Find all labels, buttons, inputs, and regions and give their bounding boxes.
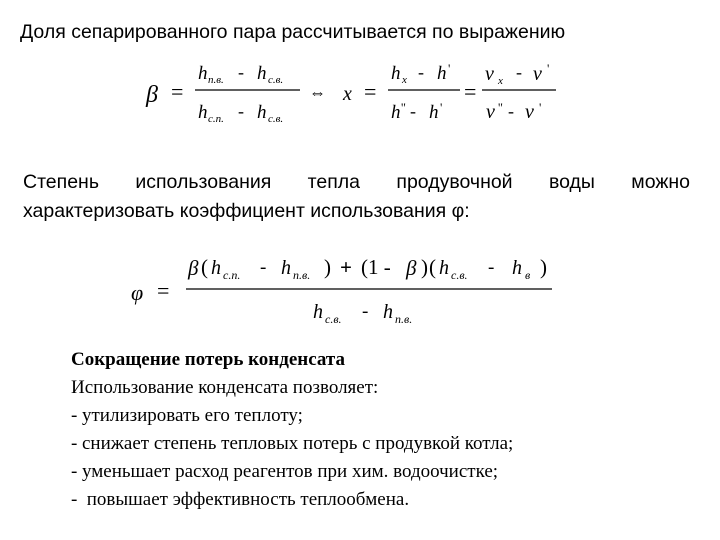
nu-var: ν	[533, 63, 542, 85]
nu-var: ν	[485, 63, 494, 85]
subscript-sv: с.в.	[325, 312, 342, 326]
paragraph-line: Степень использования тепла продувочной воды можно	[23, 171, 690, 193]
x-var: x	[343, 83, 352, 105]
minus-sign: -	[488, 257, 495, 278]
list-item-text: повышает эффективность теплообмена.	[82, 489, 410, 510]
subscript-sv: с.в.	[451, 268, 468, 282]
subscript-x: x	[498, 75, 503, 87]
equals-sign: =	[364, 79, 377, 104]
prime-mark: '	[539, 100, 542, 115]
prime-mark: '	[440, 100, 443, 115]
subscript-pv: п.в.	[293, 268, 311, 282]
list-item-text: утилизировать его теплоту;	[82, 405, 303, 426]
paren-close: )	[540, 255, 547, 279]
h-var: h	[439, 257, 449, 279]
h-var: h	[198, 63, 208, 84]
subscript-sp: с.п.	[223, 268, 241, 282]
h-var: h	[198, 102, 208, 123]
nu-var: ν	[486, 101, 495, 123]
plus-sign: +	[340, 255, 352, 279]
bullet-dash: -	[71, 489, 78, 510]
bullet-dash: -	[71, 433, 78, 454]
h-var: h	[383, 301, 393, 323]
prime-mark: '	[448, 61, 451, 76]
paren-close: )	[421, 255, 428, 279]
subscript-x: x	[402, 74, 407, 86]
h-var: h	[391, 102, 401, 123]
prime-mark: '	[547, 61, 550, 76]
list-item	[71, 402, 711, 430]
subscript-sv: с.в.	[268, 74, 284, 86]
h-var: h	[211, 257, 221, 279]
equals-sign: =	[171, 79, 184, 104]
h-var: h	[257, 63, 267, 84]
subscript-v: в	[525, 268, 531, 282]
equals-sign: =	[464, 79, 477, 104]
subscript-sv: с.в.	[268, 113, 284, 125]
list-item	[71, 458, 711, 486]
minus-sign: -	[362, 301, 369, 322]
minus-sign: -	[508, 101, 514, 121]
paren-open: (	[429, 255, 436, 279]
paren-close: )	[324, 255, 331, 279]
list-item-text: уменьшает расход реагентов при хим. водоочистке;	[82, 461, 499, 482]
condensate-section	[71, 346, 711, 514]
equals-sign: =	[157, 278, 170, 303]
subscript-pv: п.в.	[395, 312, 413, 326]
beta-symbol: β	[188, 256, 199, 280]
h-var: h	[391, 63, 401, 84]
equivalence-sign: ⇔	[309, 83, 326, 102]
intro-text: Доля сепарированного пара рассчитывается по выражению	[20, 21, 566, 43]
h-var: h	[429, 102, 439, 123]
minus-sign: -	[516, 62, 522, 82]
section-heading: Сокращение потерь конденсата	[71, 349, 345, 370]
one-minus: (1 -	[361, 255, 391, 279]
paren-open: (	[201, 255, 208, 279]
double-prime-mark: ''	[498, 100, 503, 115]
double-prime-mark: ''	[401, 100, 406, 115]
minus-sign: -	[260, 257, 267, 278]
beta-symbol: β	[406, 256, 417, 280]
subscript-pv: п.в.	[208, 74, 224, 86]
h-var: h	[257, 102, 267, 123]
minus-sign: -	[418, 62, 424, 82]
h-var: h	[281, 257, 291, 279]
subscript-sp: с.п.	[208, 113, 224, 125]
bullet-dash: -	[71, 461, 78, 482]
list-item	[71, 430, 711, 458]
minus-sign: -	[238, 62, 244, 82]
beta-symbol: β	[146, 82, 158, 108]
h-var: h	[512, 257, 522, 279]
h-var: h	[313, 301, 323, 323]
phi-symbol: φ	[131, 280, 144, 305]
minus-sign: -	[410, 101, 416, 121]
paragraph-line: характеризовать коэффициент использования φ:	[23, 200, 470, 222]
nu-var: ν	[525, 101, 534, 123]
list-item	[71, 486, 711, 514]
section-intro: Использование конденсата позволяет:	[71, 377, 379, 398]
list-item-text: снижает степень тепловых потерь с продувкой котла;	[82, 433, 514, 454]
bullet-dash: -	[71, 405, 78, 426]
minus-sign: -	[238, 101, 244, 121]
h-var: h	[437, 63, 447, 84]
